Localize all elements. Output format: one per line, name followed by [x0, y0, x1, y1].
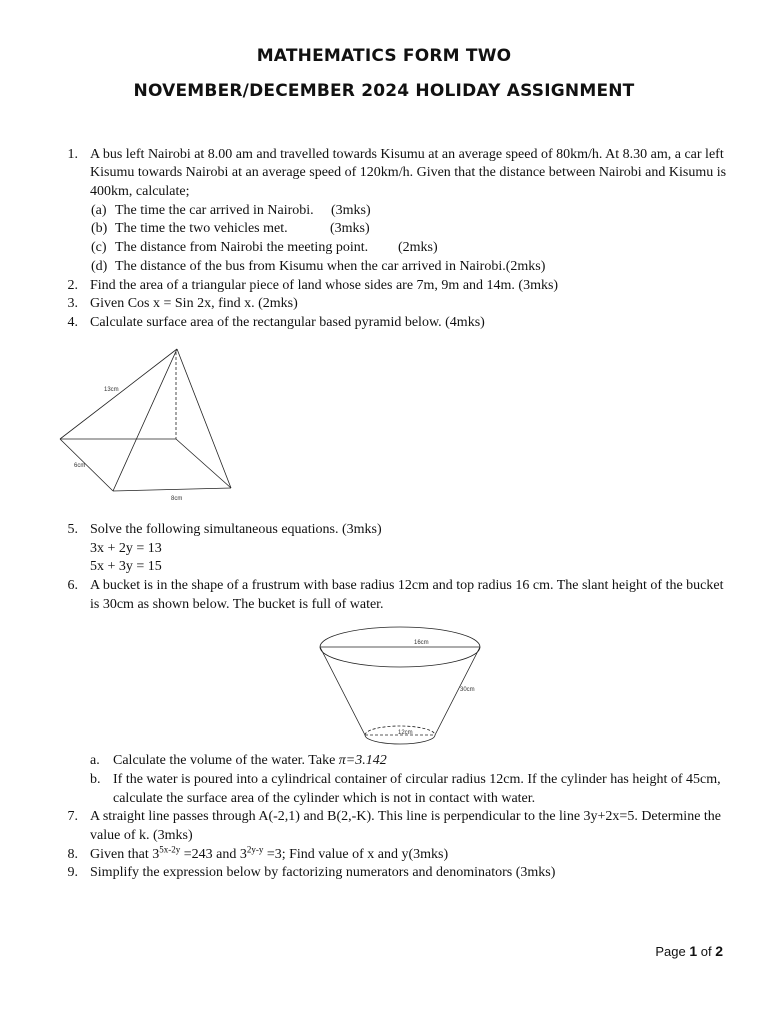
bucket-base-front — [365, 735, 435, 744]
question-text-line: value of k. (3mks) — [90, 828, 193, 843]
question-number: 7. — [67, 809, 78, 824]
question-text-line: Kisumu towards Nairobi at an average speed of 120km/h. Given that the distance between Nairobi and Kisumu is — [90, 165, 727, 180]
pi-value: π=3.142 — [338, 753, 387, 768]
pyramid-edge — [60, 349, 177, 439]
subpart-text: Calculate the volume of the water. Take π=3.142 — [113, 753, 387, 768]
page-footer — [655, 943, 723, 959]
question-number: 4. — [67, 315, 78, 330]
subpart-text: The distance from Nairobi the meeting point. — [115, 240, 369, 255]
exponent: 5x-2y — [159, 844, 181, 855]
question-text-line: A straight line passes through A(-2,1) and B(2,-K). This line is perpendicular to the line 3y+2x=5. Determine the — [90, 809, 722, 824]
bucket-side — [320, 647, 365, 735]
subpart-text: If the water is poured into a cylindrical container of circular radius 12cm. If the cylinder has height of 45cm, — [113, 772, 721, 787]
question-text-line: Calculate surface area of the rectangular based pyramid below. (4mks) — [90, 315, 485, 330]
question-text-line: Simplify the expression below by factorizing numerators and denominators (3mks) — [90, 865, 556, 880]
question-number: 3. — [67, 296, 78, 311]
bucket-diagram — [315, 620, 485, 750]
pyramid-length-label: 8cm — [171, 496, 183, 502]
question-number: 2. — [67, 278, 78, 293]
page-word: Page — [655, 944, 686, 959]
bucket-slant-label: 30cm — [460, 687, 475, 693]
subpart-label: (a) — [91, 203, 107, 218]
subpart-label: b. — [90, 772, 101, 787]
pyramid-slant-label: 13cm — [104, 387, 119, 393]
question-text-line: 400km, calculate; — [90, 184, 190, 199]
pyramid-edge — [176, 439, 231, 488]
subpart-text: calculate the surface area of the cylinder which is not in contact with water. — [113, 791, 536, 806]
question-text-line: Find the area of a triangular piece of land whose sides are 7m, 9m and 14m. (3mks) — [90, 278, 559, 293]
bucket-top-label: 16cm — [414, 640, 429, 646]
subpart-label: (b) — [91, 221, 108, 236]
pyramid-edge — [60, 439, 113, 491]
bucket-base-label: 12cm — [398, 730, 413, 736]
question-number: 9. — [67, 865, 78, 880]
subpart-marks: (3mks) — [330, 221, 370, 236]
document-title: MATHEMATICS FORM TWO — [256, 46, 512, 66]
subpart-marks: (3mks) — [331, 203, 371, 218]
pyramid-edge — [113, 349, 177, 491]
question-text-line: A bus left Nairobi at 8.00 am and travelled towards Kisumu at an average speed of 80km/h. At 8.30 am, a car left — [90, 147, 724, 162]
question-text-line: A bucket is in the shape of a frustrum with base radius 12cm and top radius 16 cm. The slant height of the bucket — [90, 578, 724, 593]
subpart-marks: (2mks) — [398, 240, 438, 255]
question-text-line: Solve the following simultaneous equations. (3mks) — [90, 522, 382, 537]
question-number: 6. — [67, 578, 78, 593]
subpart-label: a. — [90, 753, 100, 768]
page-total: 2 — [715, 943, 723, 959]
subpart-label: (d) — [91, 259, 108, 274]
question-number: 5. — [67, 522, 78, 537]
question-number: 8. — [67, 847, 78, 862]
question-number: 1. — [67, 147, 78, 162]
exponent: 2y-y — [246, 844, 264, 855]
subpart-text: The time the car arrived in Nairobi. — [115, 203, 314, 218]
pyramid-diagram — [55, 340, 245, 505]
question-text-line: is 30cm as shown below. The bucket is full of water. — [90, 597, 384, 612]
subpart-text: The distance of the bus from Kisumu when the car arrived in Nairobi.(2mks) — [115, 259, 546, 274]
question-text-line: Given Cos x = Sin 2x, find x. (2mks) — [90, 296, 298, 311]
page-number: 1 — [689, 943, 698, 959]
subpart-label: (c) — [91, 240, 107, 255]
pyramid-width-label: 6cm — [74, 463, 86, 469]
pyramid-edge — [177, 349, 231, 488]
of-word: of — [700, 944, 712, 959]
question-text-line: Given that $3^{5x-2y} =243$ and $3^{2y-y} =3$; Find value of x and y(3mks) — [90, 844, 449, 862]
equation-1: 3x + 2y = 13 — [90, 541, 162, 556]
equation-2: 5x + 3y = 15 — [90, 559, 162, 574]
subpart-text: The time the two vehicles met. — [115, 221, 288, 236]
pyramid-edge — [113, 488, 231, 491]
document-subtitle: NOVEMBER/DECEMBER 2024 HOLIDAY ASSIGNMENT — [133, 81, 635, 101]
